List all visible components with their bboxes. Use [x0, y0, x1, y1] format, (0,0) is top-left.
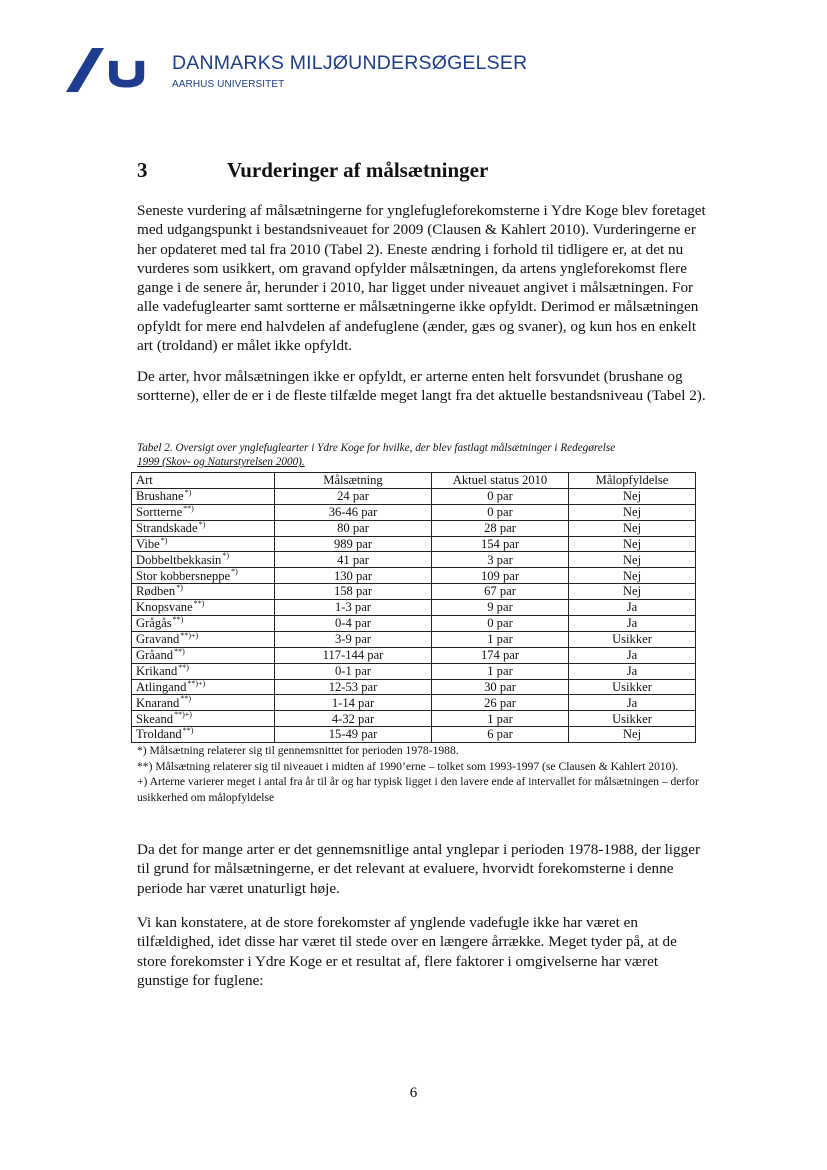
column-header-maalopfyldelse: Målopfyldelse — [569, 473, 696, 489]
cell-status: 1 par — [432, 631, 569, 647]
cell-maalopfyldelse: Usikker — [569, 679, 696, 695]
cell-status: 67 par — [432, 584, 569, 600]
cell-maalopfyldelse: Ja — [569, 600, 696, 616]
table-row — [132, 727, 696, 743]
cell-maalsaetning: 989 par — [275, 536, 432, 552]
footnote-marker: **) — [193, 599, 205, 609]
cell-maalopfyldelse: Nej — [569, 536, 696, 552]
cell-maalsaetning: 12-53 par — [275, 679, 432, 695]
footnote-marker: *) — [176, 583, 183, 593]
table-row — [132, 536, 696, 552]
footnote-marker: **)+) — [187, 679, 206, 688]
table-row — [132, 663, 696, 679]
cell-maalsaetning: 41 par — [275, 552, 432, 568]
table-row — [132, 695, 696, 711]
table-row — [132, 488, 696, 504]
cell-status: 154 par — [432, 536, 569, 552]
chapter-number: 3 — [137, 158, 148, 182]
cell-art — [132, 616, 275, 632]
cell-art — [132, 520, 275, 536]
cell-art — [132, 663, 275, 679]
cell-maalopfyldelse: Ja — [569, 695, 696, 711]
cell-maalsaetning: 3-9 par — [275, 631, 432, 647]
species-name: Dobbeltbekkasin — [136, 552, 222, 567]
column-header-status: Aktuel status 2010 — [432, 473, 569, 489]
cell-maalopfyldelse: Nej — [569, 520, 696, 536]
table-row — [132, 616, 696, 632]
table-caption-line2: 1999 (Skov- og Naturstyrelsen 2000). — [137, 456, 305, 468]
cell-maalsaetning: 1-14 par — [275, 695, 432, 711]
table-header-row — [132, 473, 696, 489]
footnote-marker: *) — [160, 536, 168, 545]
cell-art — [132, 679, 275, 695]
table-footnotes — [137, 743, 737, 805]
paragraph-1: Seneste vurdering af målsætningerne for ynglefugleforekomsterne i Ydre Koge blev foretaget med udgangspunkt i bestandsniveauet for 2009 (Clausen & Kahlert 2010). Vurderingerne er her opdateret med tal fra 2010 (Tabel 2). Eneste ændring i forhold til tidligere er, at det nu vurderes som usikkert, om gravand opfylder målsætningen, da artens yngleforekomst flere gange i de senere år, herunder i 2010, har ligget under niveauet angivet i målsætningen. For alle vadefuglearter samt sortterne er målsætningerne ikke opfyldt. Derimod er målsætningen opfyldt for mere end halvdelen af andefuglene (ænder, gæs og svaner), og kun hos en enkelt art (troldand) er målet ikke opfyldt. — [137, 202, 706, 354]
cell-art — [132, 584, 275, 600]
footnote-1: *) Målsætning relaterer sig til gennemsnittet for perioden 1978-1988. — [137, 744, 459, 757]
species-name: Skeand — [136, 711, 174, 726]
cell-status: 109 par — [432, 568, 569, 584]
cell-art — [132, 552, 275, 568]
table-row — [132, 504, 696, 520]
organization-subtitle: AARHUS UNIVERSITET — [172, 79, 285, 90]
table-row — [132, 520, 696, 536]
cell-maalsaetning: 117-144 par — [275, 647, 432, 663]
cell-status: 174 par — [432, 647, 569, 663]
table-body — [132, 488, 696, 742]
cell-art — [132, 504, 275, 520]
cell-maalsaetning: 0-1 par — [275, 663, 432, 679]
footnote-marker: **) — [178, 663, 189, 672]
species-name: Vibe — [136, 536, 160, 551]
cell-status: 1 par — [432, 711, 569, 727]
species-name: Gravand — [136, 632, 180, 647]
cell-art — [132, 711, 275, 727]
species-name: Troldand — [136, 727, 182, 742]
cell-status: 6 par — [432, 727, 569, 743]
cell-art — [132, 568, 275, 584]
footnote-marker: **) — [174, 647, 185, 656]
species-name: Brushane — [136, 489, 184, 504]
cell-maalopfyldelse: Nej — [569, 488, 696, 504]
cell-status: 3 par — [432, 552, 569, 568]
footnote-marker: **) — [183, 504, 194, 513]
cell-maalsaetning: 158 par — [275, 584, 432, 600]
cell-maalopfyldelse: Nej — [569, 568, 696, 584]
organization-name: DANMARKS MILJØUNDERSØGELSER — [172, 52, 528, 74]
cell-status: 28 par — [432, 520, 569, 536]
table-row — [132, 552, 696, 568]
cell-maalopfyldelse: Nej — [569, 727, 696, 743]
species-name: Gråand — [136, 647, 174, 662]
footnote-marker: **) — [182, 726, 194, 736]
table-row — [132, 679, 696, 695]
paragraph-3: Da det for mange arter er det gennemsnitlige antal ynglepar i perioden 1978-1988, der ligger til grund for målsætningerne, er det relevant at evaluere, hvorvidt forekomsterne i denne periode har været unaturligt høje. — [137, 841, 700, 897]
cell-maalsaetning: 0-4 par — [275, 616, 432, 632]
species-table — [131, 472, 696, 743]
cell-maalsaetning: 4-32 par — [275, 711, 432, 727]
species-name: Rødben — [136, 584, 176, 599]
cell-maalsaetning: 15-49 par — [275, 727, 432, 743]
cell-maalsaetning: 24 par — [275, 488, 432, 504]
cell-maalsaetning: 36-46 par — [275, 504, 432, 520]
table-row — [132, 711, 696, 727]
cell-maalopfyldelse: Nej — [569, 504, 696, 520]
column-header-art: Art — [132, 473, 275, 489]
species-name: Strandskade — [136, 520, 198, 535]
page-number: 6 — [409, 1085, 418, 1101]
cell-status: 26 par — [432, 695, 569, 711]
footnote-2: **) Målsætning relaterer sig til niveauet i midten af 1990’erne – tolket som 1993-1997 (se Clausen & Kahlert 2010). — [137, 759, 679, 773]
cell-maalsaetning: 80 par — [275, 520, 432, 536]
species-name: Knarand — [136, 695, 180, 710]
cell-art — [132, 536, 275, 552]
footnote-marker: **) — [180, 694, 192, 704]
footnote-marker: **) — [172, 615, 184, 625]
species-name: Krikand — [136, 663, 178, 678]
paragraph-2: De arter, hvor målsætningen ikke er opfyldt, er arterne enten helt forsvundet (brushane og sortterne), eller de er i de fleste tilfælde meget langt fra det aktuelle bestandsniveau (Tabel 2). — [137, 368, 706, 405]
footnote-marker: *) — [198, 520, 206, 529]
footnote-marker: *) — [222, 551, 230, 561]
table-row — [132, 631, 696, 647]
footnote-3: +) Arterne varierer meget i antal fra år til år og har typisk ligget i den lavere ende af intervallet for målsætningen – derfor usikkerhed om målopfyldelse — [137, 775, 699, 804]
cell-maalopfyldelse: Usikker — [569, 631, 696, 647]
species-name: Atlingand — [136, 679, 187, 694]
table-caption-line1: Tabel 2. Oversigt over ynglefuglearter i Ydre Koge for hvilke, der blev fastlagt målsætninger i Redegørelse — [137, 442, 616, 454]
species-name: Sortterne — [136, 504, 183, 519]
cell-art — [132, 647, 275, 663]
cell-status: 30 par — [432, 679, 569, 695]
table-row — [132, 600, 696, 616]
chapter-title: Vurderinger af målsætninger — [227, 158, 489, 182]
cell-maalsaetning: 130 par — [275, 568, 432, 584]
cell-maalopfyldelse: Ja — [569, 616, 696, 632]
species-name: Grågås — [136, 616, 172, 631]
column-header-maalsaetning: Målsætning — [275, 473, 432, 489]
cell-status: 0 par — [432, 616, 569, 632]
paragraph-4: Vi kan konstatere, at de store forekomster af ynglende vadefugle ikke har været en tilfældighed, idet disse har været til stede over en længere årrække. Meget tyder på, at de store forekomster i Ydre Koge er et resultat af, flere faktorer i omgivelserne har været gunstige for fuglene: — [137, 914, 677, 989]
cell-maalopfyldelse: Nej — [569, 584, 696, 600]
table-row — [132, 647, 696, 663]
cell-art — [132, 727, 275, 743]
table-row — [132, 568, 696, 584]
cell-maalopfyldelse: Usikker — [569, 711, 696, 727]
cell-maalopfyldelse: Nej — [569, 552, 696, 568]
cell-maalopfyldelse: Ja — [569, 647, 696, 663]
cell-status: 9 par — [432, 600, 569, 616]
footnote-marker: *) — [231, 567, 238, 577]
au-logo-icon — [64, 46, 154, 96]
species-name: Stor kobbersneppe — [136, 568, 231, 583]
cell-art — [132, 488, 275, 504]
footnote-marker: **)+) — [174, 710, 192, 720]
table-row — [132, 584, 696, 600]
cell-art — [132, 631, 275, 647]
cell-status: 1 par — [432, 663, 569, 679]
cell-art — [132, 695, 275, 711]
cell-art — [132, 600, 275, 616]
cell-maalsaetning: 1-3 par — [275, 600, 432, 616]
footnote-marker: **)+) — [180, 631, 199, 640]
table-caption — [137, 441, 727, 469]
cell-maalopfyldelse: Ja — [569, 663, 696, 679]
cell-status: 0 par — [432, 504, 569, 520]
species-name: Knopsvane — [136, 600, 193, 615]
footnote-marker: *) — [184, 488, 192, 497]
cell-status: 0 par — [432, 488, 569, 504]
